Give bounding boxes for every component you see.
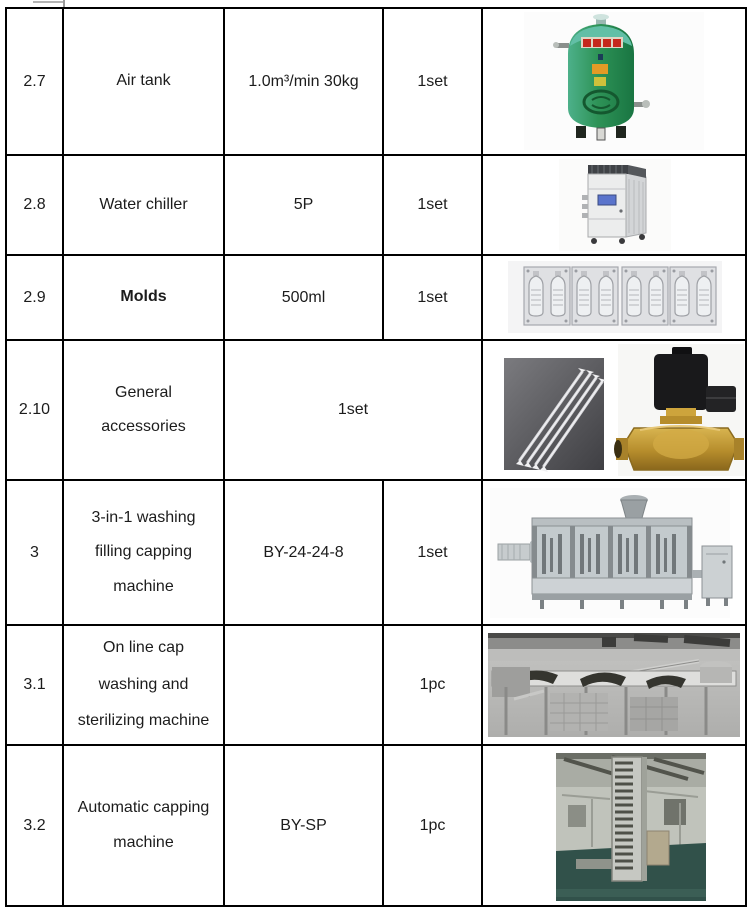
table-row [6,480,746,625]
qty-value: 1pc [419,816,446,834]
spec-value: 500ml [281,288,326,306]
row-number: 3 [30,543,39,561]
row-number-cell [6,255,63,340]
qty-cell [383,8,482,155]
row-number: 2.9 [23,288,46,306]
qty-cell [383,255,482,340]
qty-cell [383,625,482,745]
equipment-name-line: washing and [98,675,189,693]
equipment-name-line: Automatic capping [77,799,210,817]
image-cell [482,155,746,255]
equipment-name-cell [63,480,224,625]
table-row [6,255,746,340]
image-cell [482,340,746,480]
spec-value: 5P [293,196,314,213]
equipment-name-line: machine [113,833,174,851]
qty-value: 1set [417,543,448,561]
spec-cell [224,625,383,745]
spec-cell [224,255,383,340]
row-number: 2.8 [23,196,46,213]
row-number: 2.10 [18,401,51,418]
equipment-name-line: sterilizing machine [77,712,210,730]
qty-value: 1set [417,72,448,90]
spec-value: BY-SP [280,816,327,834]
spec-value: 1.0m³/min 30kg [248,72,359,90]
equipment-name-line: General [115,383,172,401]
accessories-photos [484,342,744,478]
solenoid-valve-photo [614,344,744,476]
row-number: 2.7 [23,72,46,90]
row-number-cell [6,340,63,480]
equipment-name: Air tank [116,72,171,90]
row-number: 3.1 [23,676,46,693]
table-row [6,625,746,745]
qty-cell [383,480,482,625]
qty-cell [383,155,482,255]
row-number-cell [6,745,63,906]
equipment-name: Water chiller [99,195,188,213]
equipment-name-line: machine [113,577,174,595]
row-number-cell [6,155,63,255]
table-row [6,8,746,155]
spec-value: BY-24-24-8 [263,543,344,561]
capping-machine-photo [484,747,744,904]
spec-cell [224,745,383,906]
image-cell [482,480,746,625]
equipment-name-cell [63,255,224,340]
row-number-cell [6,625,63,745]
bottle-molds-photo [484,257,744,338]
equipment-name-line: On line cap [103,638,184,656]
equipment-name-cell [63,745,224,906]
equipment-name-line: 3-in-1 washing [91,508,196,526]
table-row [6,745,746,906]
washing-filling-capping-machine-photo [484,482,744,623]
equipment-name-cell [63,155,224,255]
equipment-name-line: accessories [101,418,186,435]
row-number-cell [6,8,63,155]
water-chiller-photo [484,157,744,253]
equipment-name-line: filling capping [95,543,192,561]
merged-spec-qty-cell [224,340,482,480]
row-number-cell [6,480,63,625]
air-tank-photo [484,10,744,153]
table-row [6,340,746,480]
image-cell [482,625,746,745]
equipment-name-cell [63,340,224,480]
table-row [6,155,746,255]
equipment-table [5,7,747,907]
spec-cell [224,480,383,625]
cap-washing-line-photo [484,627,744,743]
qty-cell [383,745,482,906]
equipment-name: Molds [120,288,167,306]
crop-artifact-horizontal-line [33,1,64,3]
image-cell [482,8,746,155]
spec-cell [224,155,383,255]
image-cell [482,255,746,340]
qty-value: 1set [417,196,448,213]
equipment-name-cell [63,8,224,155]
row-number: 3.2 [23,816,46,834]
spec-cell [224,8,383,155]
image-cell [482,745,746,906]
qty-value: 1set [417,288,448,306]
equipment-name-cell [63,625,224,745]
qty-value: 1pc [419,676,446,693]
uv-lamps-photo [504,358,606,472]
qty-value: 1set [337,401,369,418]
